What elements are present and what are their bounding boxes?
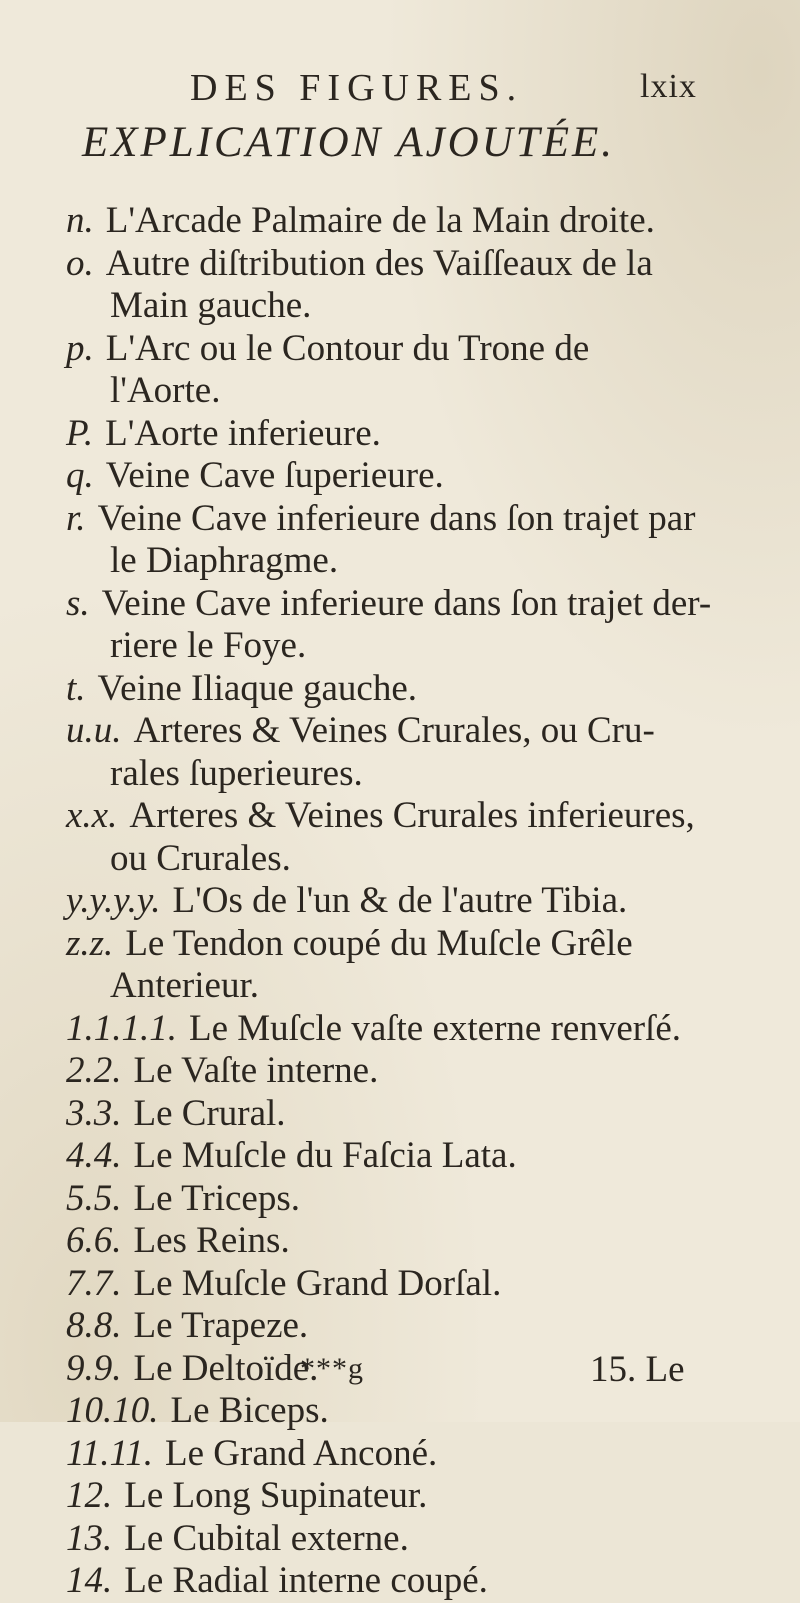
list-item xyxy=(66,583,786,668)
entry-key: 2.2. xyxy=(66,1050,122,1091)
entry-key: 5.5. xyxy=(66,1177,122,1219)
entry-continuation: ou Crurales. xyxy=(110,837,291,879)
list-item xyxy=(66,880,786,923)
entry-key: q. xyxy=(66,455,94,496)
list-item xyxy=(66,1475,786,1518)
running-head xyxy=(0,66,800,116)
entry-text: Le Trapeze. xyxy=(133,1305,309,1346)
list-item xyxy=(66,455,786,498)
entry-text: L'Os de l'un & de l'autre Tibia. xyxy=(172,880,628,921)
entry-key: t. xyxy=(66,667,86,709)
entry-key: 3.3. xyxy=(66,1092,122,1134)
entry-key: 9.9. xyxy=(66,1347,122,1389)
entry-text: Veine Cave ſuperieure. xyxy=(105,455,444,496)
entry-text: Le Muſcle vaſte externe renverſé. xyxy=(189,1007,682,1049)
entry-key: 8.8. xyxy=(66,1305,122,1346)
entry-continuation: le Diaphragme. xyxy=(110,540,339,581)
entry-text: Le Deltoïde. xyxy=(133,1347,319,1389)
entry-key: p. xyxy=(66,327,94,369)
catchword: 15. Le xyxy=(590,1349,685,1390)
section-heading: EXPLICATION AJOUTÉE. xyxy=(82,119,615,166)
entry-key: 7.7. xyxy=(66,1262,122,1304)
entry-key: 4.4. xyxy=(66,1135,122,1176)
list-item xyxy=(66,243,786,328)
entry-text: Le Biceps. xyxy=(170,1390,329,1431)
entry-text: Veine Iliaque gauche. xyxy=(97,667,418,709)
running-head-title: DES FIGURES. xyxy=(190,67,524,109)
entry-text: Autre diſtribution des Vaiſſeaux de la xyxy=(105,242,653,284)
list-item xyxy=(66,1560,786,1603)
list-item xyxy=(66,1093,786,1136)
entry-key: x.x. xyxy=(66,795,118,836)
entry-text: Les Reins. xyxy=(133,1220,290,1261)
list-item xyxy=(66,1263,786,1306)
list-item xyxy=(66,1305,786,1348)
list-item xyxy=(66,1008,786,1051)
entry-continuation: Main gauche. xyxy=(110,285,312,326)
entry-text: Le Vaſte interne. xyxy=(133,1050,379,1091)
list-item xyxy=(66,923,786,1008)
page-signature: lxix xyxy=(640,68,697,105)
entry-key: 14. xyxy=(66,1560,113,1601)
entry-text: Le Radial interne coupé. xyxy=(124,1560,488,1601)
list-item xyxy=(66,413,786,456)
list-item xyxy=(66,1220,786,1263)
entry-text: Le Grand Anconé. xyxy=(165,1432,438,1474)
entry-continuation: riere le Foye. xyxy=(110,625,307,666)
entry-text: L'Arcade Palmaire de la Main droite. xyxy=(105,200,655,241)
list-item xyxy=(66,1178,786,1221)
entry-text: L'Arc ou le Contour du Trone de xyxy=(105,327,590,369)
signature-mark: ***g xyxy=(300,1352,364,1385)
entry-text: Arteres & Veines Crurales inferieures, xyxy=(129,795,695,836)
list-item xyxy=(66,1135,786,1178)
entry-text: Le Triceps. xyxy=(133,1177,300,1219)
entry-text: Veine Cave inferieure dans ſon trajet par xyxy=(97,497,696,539)
entry-text: L'Aorte inferieure. xyxy=(105,412,381,454)
entry-continuation: l'Aorte. xyxy=(110,370,221,411)
entry-key: s. xyxy=(66,582,90,624)
entry-text: Le Muſcle du Faſcia Lata. xyxy=(133,1135,517,1176)
entry-text: Le Tendon coupé du Muſcle Grêle xyxy=(125,922,633,964)
entry-text: Le Long Supinateur. xyxy=(124,1475,428,1516)
entry-key: n. xyxy=(66,200,94,241)
entry-text: Le Crural. xyxy=(133,1092,286,1134)
entry-key: 6.6. xyxy=(66,1220,122,1261)
entry-key: 12. xyxy=(66,1475,113,1516)
list-item xyxy=(66,328,786,413)
list-item xyxy=(66,1518,786,1561)
entry-key: y.y.y.y. xyxy=(66,880,161,921)
entry-text: Veine Cave inferieure dans ſon trajet der- xyxy=(101,582,712,624)
list-item xyxy=(66,710,786,795)
list-item xyxy=(66,1433,786,1476)
entry-continuation: rales ſuperieures. xyxy=(110,752,363,794)
entry-text: Arteres & Veines Crurales, ou Cru- xyxy=(133,710,655,751)
entry-key: u.u. xyxy=(66,710,122,751)
entry-key: 1.1.1.1. xyxy=(66,1007,177,1049)
entry-key: 13. xyxy=(66,1517,113,1559)
entry-key: 10.10. xyxy=(66,1390,159,1431)
entry-text: Le Muſcle Grand Dorſal. xyxy=(133,1262,502,1304)
list-item xyxy=(66,200,786,243)
entry-key: P. xyxy=(66,412,94,454)
entry-text: Le Cubital externe. xyxy=(124,1517,409,1559)
list-item xyxy=(66,795,786,880)
list-item xyxy=(66,668,786,711)
entry-continuation: Anterieur. xyxy=(110,965,259,1006)
entry-key: o. xyxy=(66,242,94,284)
list-item xyxy=(66,1050,786,1093)
entry-key: 11.11. xyxy=(66,1432,154,1474)
entry-key: z.z. xyxy=(66,922,114,964)
entry-key: r. xyxy=(66,497,86,539)
page-footer xyxy=(0,1349,800,1402)
list-item xyxy=(66,498,786,583)
